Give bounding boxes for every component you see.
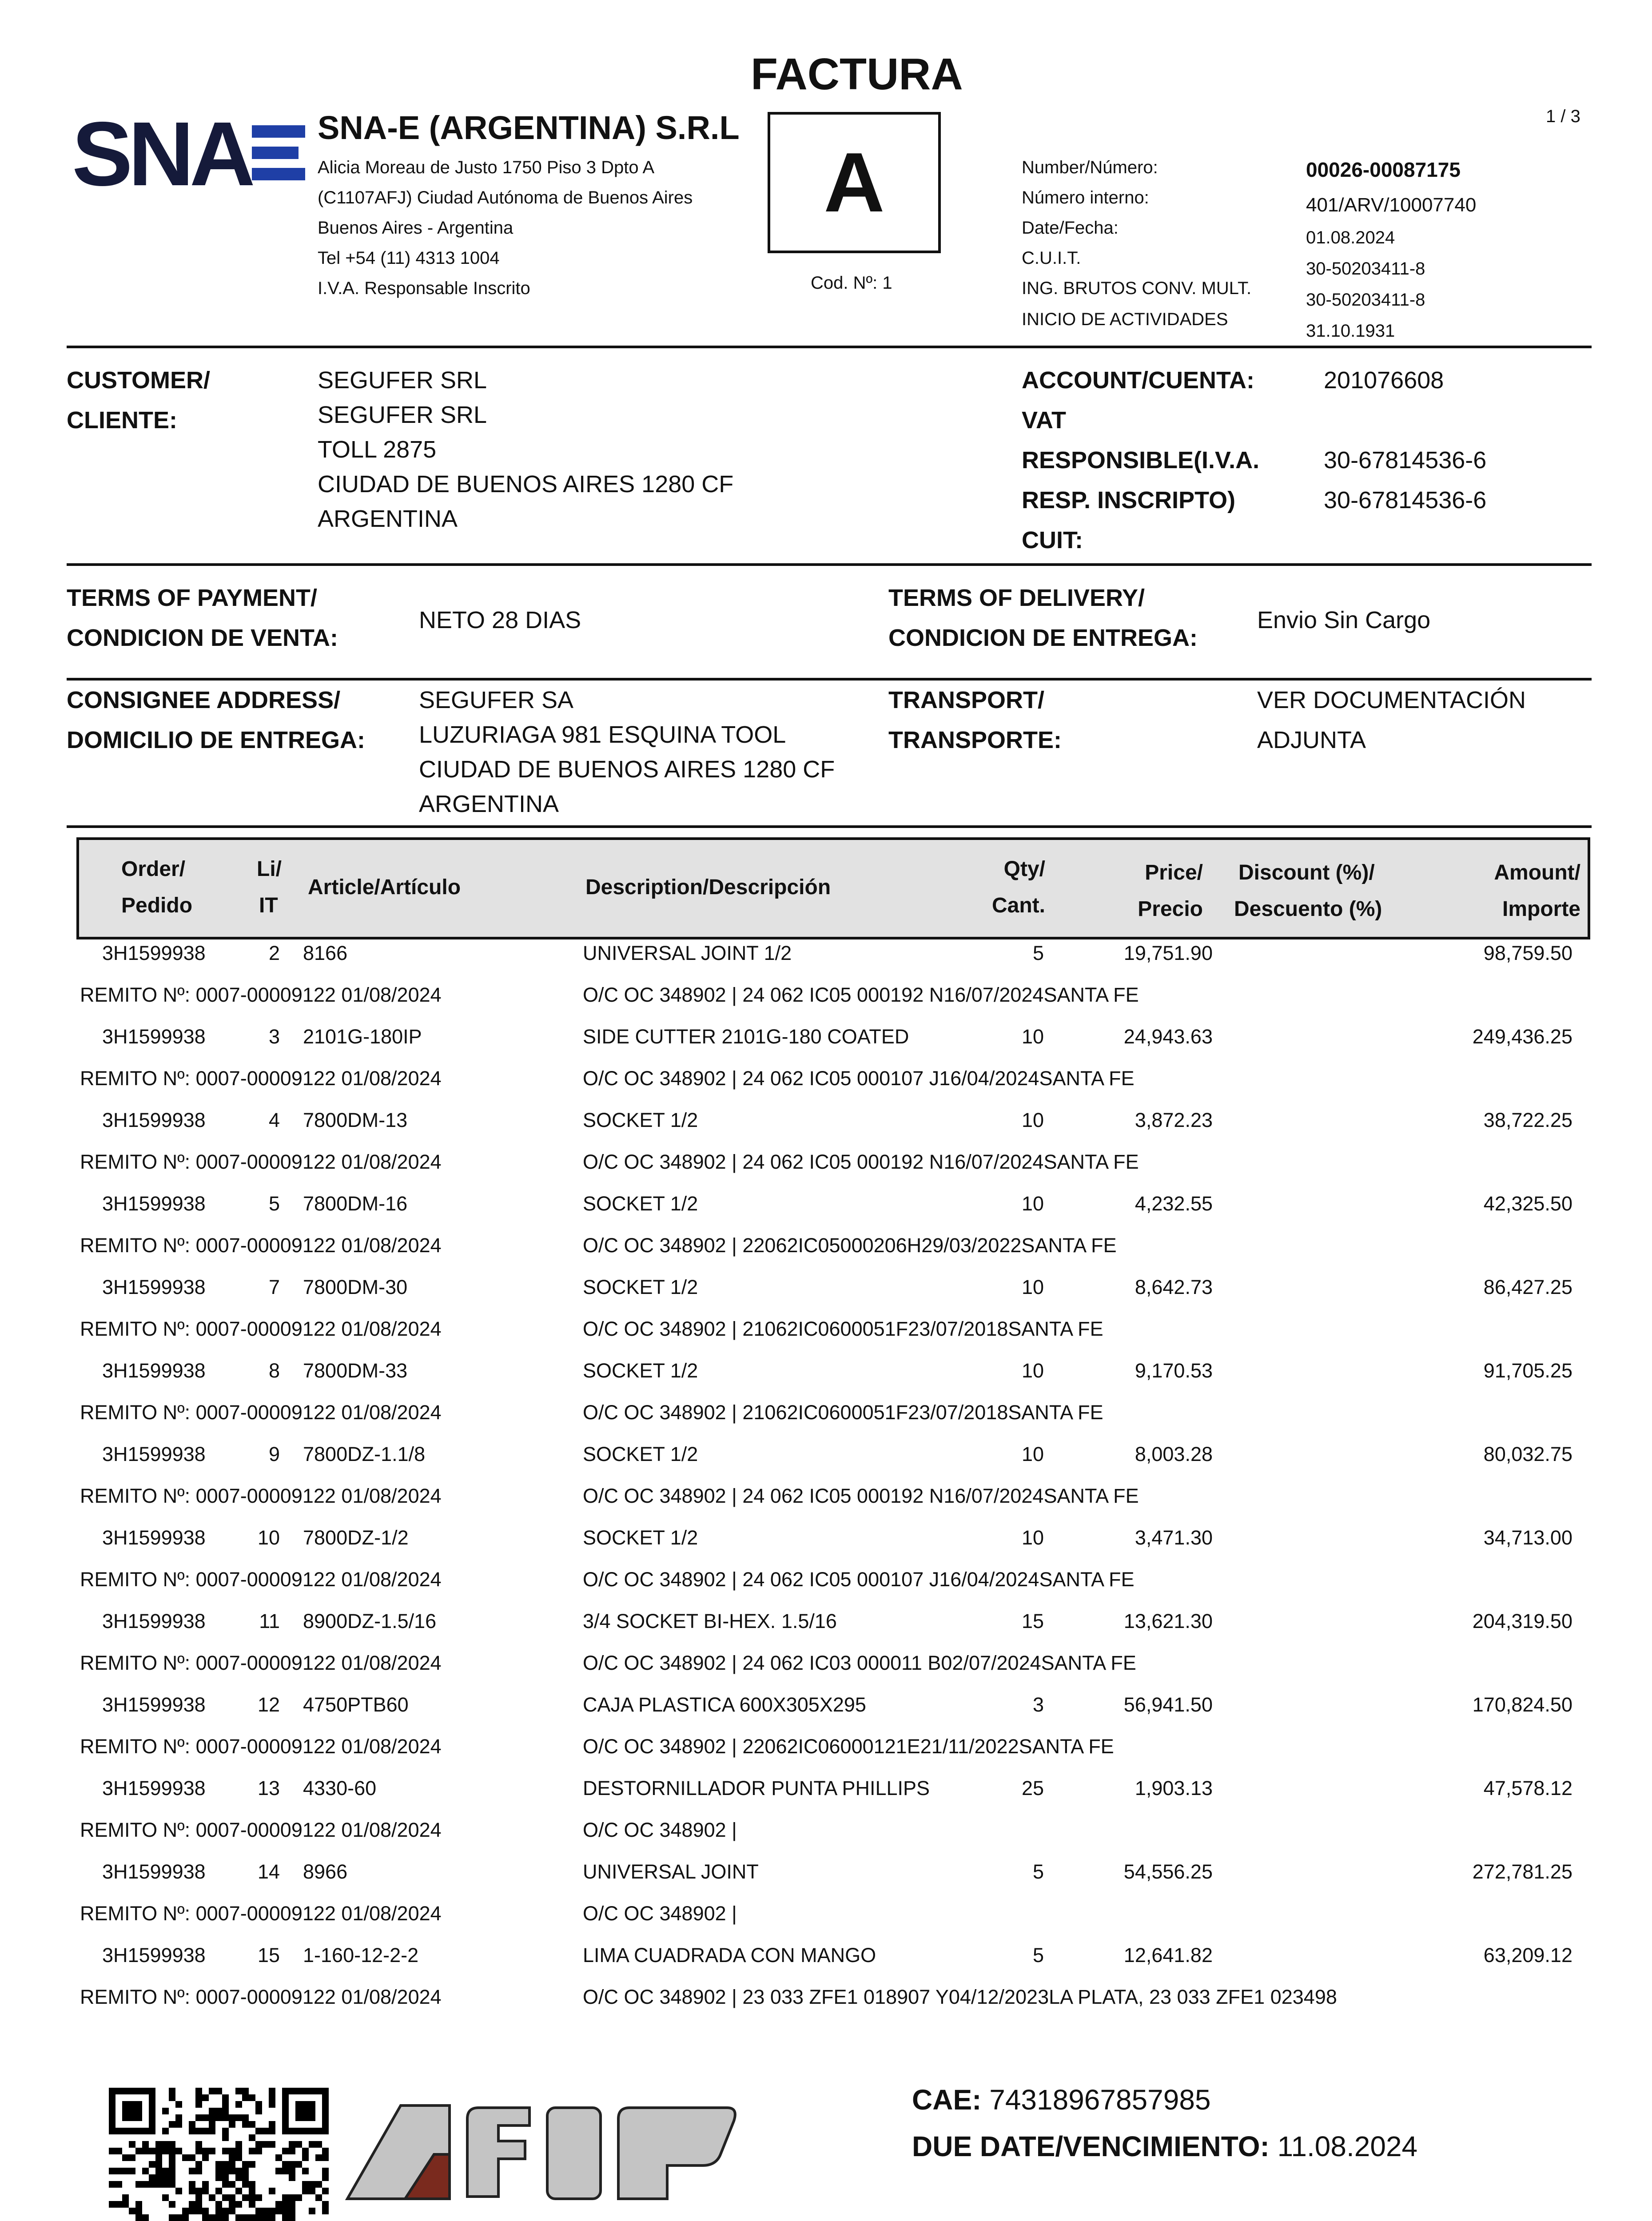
account-label: ACCOUNT/CUENTA: [1022, 367, 1254, 394]
cell-line: 14 [257, 1860, 280, 1883]
col-header-order: Order/ Pedido [121, 857, 193, 917]
cell-article: 8900DZ-1.5/16 [303, 1610, 437, 1632]
meta-label: Date/Fecha: [1022, 218, 1119, 238]
cell-qty: 5 [1032, 942, 1044, 964]
invoice-date: 01.08.2024 [1306, 228, 1395, 247]
cell-line: 4 [268, 1109, 280, 1131]
cell-price: 3,471.30 [1135, 1526, 1213, 1549]
customer-cuit-value: 30-67814536-6 [1324, 487, 1487, 513]
table-row [0, 1025, 1652, 1067]
cell-line: 7 [268, 1276, 280, 1298]
invoice-code: Cod. Nº: 1 [811, 273, 892, 293]
cell-purchase-order: O/C OC 348902 | 21062IC0600051F23/07/2018SANTA FE [583, 1317, 1103, 1340]
cell-order: 3H1599938 [102, 1777, 206, 1799]
cell-order: 3H1599938 [102, 1610, 206, 1632]
cell-remito: REMITO Nº: 0007-00009122 01/08/2024 [80, 1067, 442, 1090]
cell-description: SOCKET 1/2 [583, 1109, 698, 1131]
customer-label: CLIENTE: [67, 407, 177, 434]
cell-price: 19,751.90 [1123, 942, 1213, 964]
cell-price: 56,941.50 [1123, 1693, 1213, 1716]
cell-description: UNIVERSAL JOINT [583, 1860, 759, 1883]
cell-purchase-order: O/C OC 348902 | 23 033 ZFE1 018907 Y04/12/2023LA PLATA, 23 033 ZFE1 023498 [583, 1986, 1337, 2008]
cell-purchase-order: O/C OC 348902 | [583, 1902, 737, 1925]
cell-price: 4,232.55 [1135, 1192, 1213, 1215]
cell-description: CAJA PLASTICA 600X305X295 [583, 1693, 866, 1716]
cell-article: 7800DM-16 [303, 1192, 408, 1215]
invoice-type-box [768, 112, 941, 253]
cell-description: DESTORNILLADOR PUNTA PHILLIPS [583, 1777, 930, 1799]
table-row-detail [0, 1735, 1652, 1777]
divider [67, 678, 1592, 681]
table-row-detail [0, 1819, 1652, 1860]
cell-description: SOCKET 1/2 [583, 1276, 698, 1298]
cell-amount: 204,319.50 [1472, 1610, 1572, 1632]
cell-purchase-order: O/C OC 348902 | 24 062 IC03 000011 B02/07/2024SANTA FE [583, 1652, 1136, 1674]
cell-price: 54,556.25 [1123, 1860, 1213, 1883]
company-name: SNA-E (ARGENTINA) S.R.L [318, 109, 740, 146]
cell-line: 9 [268, 1443, 280, 1465]
cell-amount: 98,759.50 [1483, 942, 1572, 964]
cell-amount: 272,781.25 [1472, 1860, 1572, 1883]
table-row [0, 1860, 1652, 1902]
cell-description: LIMA CUADRADA CON MANGO [583, 1944, 876, 1966]
customer-line: CIUDAD DE BUENOS AIRES 1280 CF [318, 471, 734, 498]
table-row-detail [0, 1067, 1652, 1109]
cell-order: 3H1599938 [102, 1860, 206, 1883]
cell-description: SOCKET 1/2 [583, 1526, 698, 1549]
table-row-detail [0, 1317, 1652, 1359]
customer-line: ARGENTINA [318, 505, 458, 532]
table-row-detail [0, 1652, 1652, 1693]
cell-order: 3H1599938 [102, 1944, 206, 1966]
sna-logo-graphic [72, 112, 307, 194]
table-row [0, 1359, 1652, 1401]
cell-amount: 42,325.50 [1483, 1192, 1572, 1215]
company-iva: I.V.A. Responsable Inscrito [318, 279, 530, 298]
meta-label: INICIO DE ACTIVIDADES [1022, 310, 1228, 329]
table-row-detail [0, 1401, 1652, 1443]
table-row [0, 1192, 1652, 1234]
cell-remito: REMITO Nº: 0007-00009122 01/08/2024 [80, 1234, 442, 1257]
cell-qty: 10 [1021, 1359, 1044, 1382]
cell-order: 3H1599938 [102, 1025, 206, 1048]
cell-qty: 5 [1032, 1944, 1044, 1966]
inicio-actividades-value: 31.10.1931 [1306, 321, 1395, 341]
cell-qty: 3 [1032, 1693, 1044, 1716]
cell-article: 8166 [303, 942, 348, 964]
payment-terms-label: TERMS OF PAYMENT/ [67, 585, 318, 611]
cell-remito: REMITO Nº: 0007-00009122 01/08/2024 [80, 1986, 442, 2008]
table-row [0, 1276, 1652, 1317]
transport-label: TRANSPORT/ [888, 687, 1044, 713]
col-header-amount: Amount/ Importe [1494, 861, 1580, 921]
cell-purchase-order: O/C OC 348902 | 24 062 IC05 000107 J16/04/2024SANTA FE [583, 1568, 1135, 1591]
cell-price: 8,642.73 [1135, 1276, 1213, 1298]
invoice-letter: A [824, 135, 885, 230]
cell-qty: 10 [1021, 1025, 1044, 1048]
cell-article: 7800DM-30 [303, 1276, 408, 1298]
page-number: 1 / 3 [1546, 107, 1580, 126]
qr-code-graphic [109, 2088, 329, 2221]
delivery-terms-label: TERMS OF DELIVERY/ [888, 585, 1145, 611]
cell-order: 3H1599938 [102, 1443, 206, 1465]
sna-logo [72, 112, 307, 194]
table-row [0, 1944, 1652, 1986]
cell-qty: 10 [1021, 1443, 1044, 1465]
customer-line: TOLL 2875 [318, 436, 437, 463]
col-header-discount: Discount (%)/ Descuento (%) [1234, 861, 1382, 921]
company-address-line: Buenos Aires - Argentina [318, 218, 514, 238]
col-header-article: Article/Artículo [308, 876, 461, 899]
transport-value: VER DOCUMENTACIÓN [1257, 687, 1526, 713]
cell-amount: 38,722.25 [1483, 1109, 1572, 1131]
transport-value: ADJUNTA [1257, 727, 1366, 753]
cell-order: 3H1599938 [102, 1192, 206, 1215]
cell-remito: REMITO Nº: 0007-00009122 01/08/2024 [80, 1735, 442, 1758]
col-header-price: Price/ Precio [1138, 861, 1203, 921]
cae [912, 2083, 1211, 2116]
cell-price: 24,943.63 [1123, 1025, 1213, 1048]
cell-line: 5 [268, 1192, 280, 1215]
due-date-label: DUE DATE/VENCIMIENTO: [912, 2130, 1270, 2162]
cell-qty: 10 [1021, 1526, 1044, 1549]
cell-article: 4330-60 [303, 1777, 377, 1799]
cell-description: UNIVERSAL JOINT 1/2 [583, 942, 792, 964]
cell-remito: REMITO Nº: 0007-00009122 01/08/2024 [80, 1568, 442, 1591]
cell-amount: 170,824.50 [1472, 1693, 1572, 1716]
cell-remito: REMITO Nº: 0007-00009122 01/08/2024 [80, 983, 442, 1006]
table-row-detail [0, 1902, 1652, 1944]
meta-label: ING. BRUTOS CONV. MULT. [1022, 279, 1252, 298]
invoice-title: FACTURA [751, 49, 963, 99]
due-date [912, 2130, 1417, 2163]
cell-price: 13,621.30 [1123, 1610, 1213, 1632]
table-row [0, 1526, 1652, 1568]
cell-description: SOCKET 1/2 [583, 1359, 698, 1382]
cell-order: 3H1599938 [102, 1359, 206, 1382]
table-row [0, 942, 1652, 983]
cell-line: 13 [257, 1777, 280, 1799]
col-header-description: Description/Descripción [585, 876, 831, 899]
company-address-line: Alicia Moreau de Justo 1750 Piso 3 Dpto A [318, 158, 655, 177]
cell-line: 2 [268, 942, 280, 964]
meta-label: Number/Número: [1022, 158, 1158, 177]
cell-article: 7800DZ-1/2 [303, 1526, 409, 1549]
sna-logo-text: SNA [72, 112, 251, 194]
invoice-number: 00026-00087175 [1306, 158, 1461, 181]
consignee-line: ARGENTINA [419, 791, 559, 817]
table-row-detail [0, 1568, 1652, 1610]
divider [67, 825, 1592, 828]
cell-remito: REMITO Nº: 0007-00009122 01/08/2024 [80, 1150, 442, 1173]
cell-order: 3H1599938 [102, 1526, 206, 1549]
cell-description: SOCKET 1/2 [583, 1192, 698, 1215]
divider [67, 563, 1592, 566]
customer-line: SEGUFER SRL [318, 402, 487, 428]
afip-logo-graphic [338, 2088, 747, 2212]
cell-qty: 10 [1021, 1192, 1044, 1215]
cell-qty: 5 [1032, 1860, 1044, 1883]
cell-purchase-order: O/C OC 348902 | 21062IC0600051F23/07/2018SANTA FE [583, 1401, 1103, 1424]
afip-logo [338, 2088, 747, 2212]
table-row-detail [0, 983, 1652, 1025]
cell-article: 8966 [303, 1860, 348, 1883]
customer-label: CUSTOMER/ [67, 367, 211, 394]
cell-amount: 86,427.25 [1483, 1276, 1572, 1298]
cell-description: 3/4 SOCKET BI-HEX. 1.5/16 [583, 1610, 837, 1632]
cell-remito: REMITO Nº: 0007-00009122 01/08/2024 [80, 1819, 442, 1841]
cell-price: 9,170.53 [1135, 1359, 1213, 1382]
vat-responsible-label: RESPONSIBLE(I.V.A. [1022, 447, 1260, 474]
customer-line: SEGUFER SRL [318, 367, 487, 394]
cell-line: 8 [268, 1359, 280, 1382]
cell-article: 1-160-12-2-2 [303, 1944, 419, 1966]
qr-code [109, 2088, 329, 2221]
table-row [0, 1443, 1652, 1485]
cell-purchase-order: O/C OC 348902 | 24 062 IC05 000192 N16/07/2024SANTA FE [583, 983, 1139, 1006]
cell-remito: REMITO Nº: 0007-00009122 01/08/2024 [80, 1902, 442, 1925]
cell-purchase-order: O/C OC 348902 | 22062IC05000206H29/03/2022SANTA FE [583, 1234, 1117, 1257]
col-header-qty: Qty/ Cant. [992, 857, 1045, 917]
cell-amount: 249,436.25 [1472, 1025, 1572, 1048]
consignee-label: DOMICILIO DE ENTREGA: [67, 727, 365, 753]
cell-article: 7800DZ-1.1/8 [303, 1443, 426, 1465]
consignee-line: CIUDAD DE BUENOS AIRES 1280 CF [419, 756, 835, 783]
cell-order: 3H1599938 [102, 1693, 206, 1716]
payment-terms-value: NETO 28 DIAS [419, 607, 581, 633]
table-row-detail [0, 1485, 1652, 1526]
cuit-label: CUIT: [1022, 527, 1083, 553]
cell-line: 15 [257, 1944, 280, 1966]
cell-purchase-order: O/C OC 348902 | [583, 1819, 737, 1841]
cell-description: SIDE CUTTER 2101G-180 COATED [583, 1025, 909, 1048]
cell-purchase-order: O/C OC 348902 | 24 062 IC05 000107 J16/04/2024SANTA FE [583, 1067, 1135, 1090]
payment-terms-label: CONDICION DE VENTA: [67, 625, 338, 651]
meta-label: C.U.I.T. [1022, 248, 1081, 268]
col-header-line: Li/ IT [257, 857, 282, 917]
cell-remito: REMITO Nº: 0007-00009122 01/08/2024 [80, 1485, 442, 1507]
cell-qty: 25 [1021, 1777, 1044, 1799]
cell-qty: 10 [1021, 1276, 1044, 1298]
cae-label: CAE: [912, 2084, 982, 2116]
cell-order: 3H1599938 [102, 1276, 206, 1298]
cell-amount: 34,713.00 [1483, 1526, 1572, 1549]
table-row [0, 1693, 1652, 1735]
cell-remito: REMITO Nº: 0007-00009122 01/08/2024 [80, 1401, 442, 1424]
cell-purchase-order: O/C OC 348902 | 22062IC06000121E21/11/2022SANTA FE [583, 1735, 1114, 1758]
cell-article: 7800DM-13 [303, 1109, 408, 1131]
internal-number: 401/ARV/10007740 [1306, 194, 1477, 216]
meta-label: Número interno: [1022, 188, 1149, 207]
transport-label: TRANSPORTE: [888, 727, 1062, 753]
cell-amount: 47,578.12 [1483, 1777, 1572, 1799]
cell-order: 3H1599938 [102, 942, 206, 964]
cell-article: 2101G-180IP [303, 1025, 422, 1048]
cell-line: 10 [257, 1526, 280, 1549]
cuit-value: 30-50203411-8 [1306, 259, 1425, 279]
consignee-line: LUZURIAGA 981 ESQUINA TOOL [419, 721, 786, 748]
table-row [0, 1777, 1652, 1819]
cell-price: 8,003.28 [1135, 1443, 1213, 1465]
cell-line: 12 [257, 1693, 280, 1716]
cae-value: 74318967857985 [989, 2084, 1211, 2116]
cell-amount: 91,705.25 [1483, 1359, 1572, 1382]
cell-price: 12,641.82 [1123, 1944, 1213, 1966]
cell-article: 4750PTB60 [303, 1693, 409, 1716]
vat-label: VAT [1022, 407, 1066, 434]
cell-description: SOCKET 1/2 [583, 1443, 698, 1465]
cell-amount: 80,032.75 [1483, 1443, 1572, 1465]
cell-line: 11 [259, 1610, 280, 1632]
table-row-detail [0, 1986, 1652, 2027]
consignee-label: CONSIGNEE ADDRESS/ [67, 687, 341, 713]
table-row-detail [0, 1150, 1652, 1192]
delivery-terms-label: CONDICION DE ENTREGA: [888, 625, 1198, 651]
account-value: 201076608 [1324, 367, 1444, 394]
cell-purchase-order: O/C OC 348902 | 24 062 IC05 000192 N16/07/2024SANTA FE [583, 1150, 1139, 1173]
cell-price: 1,903.13 [1135, 1777, 1213, 1799]
cell-article: 7800DM-33 [303, 1359, 408, 1382]
cell-qty: 15 [1021, 1610, 1044, 1632]
cell-remito: REMITO Nº: 0007-00009122 01/08/2024 [80, 1317, 442, 1340]
resp-inscripto-label: RESP. INSCRIPTO) [1022, 487, 1236, 513]
table-row [0, 1109, 1652, 1150]
company-phone: Tel +54 (11) 4313 1004 [318, 248, 500, 268]
table-header [76, 837, 1590, 939]
divider [67, 346, 1592, 348]
consignee-line: SEGUFER SA [419, 687, 574, 713]
table-row-detail [0, 1234, 1652, 1276]
cell-purchase-order: O/C OC 348902 | 24 062 IC05 000192 N16/07/2024SANTA FE [583, 1485, 1139, 1507]
cell-remito: REMITO Nº: 0007-00009122 01/08/2024 [80, 1652, 442, 1674]
cell-qty: 10 [1021, 1109, 1044, 1131]
delivery-terms-value: Envio Sin Cargo [1257, 607, 1431, 633]
due-date-value: 11.08.2024 [1277, 2130, 1418, 2162]
table-row [0, 1610, 1652, 1652]
vat-responsible-value: 30-67814536-6 [1324, 447, 1487, 474]
ingresos-brutos-value: 30-50203411-8 [1306, 290, 1425, 310]
cell-order: 3H1599938 [102, 1109, 206, 1131]
cell-amount: 63,209.12 [1483, 1944, 1572, 1966]
company-address-line: (C1107AFJ) Ciudad Autónoma de Buenos Aires [318, 188, 693, 207]
cell-price: 3,872.23 [1135, 1109, 1213, 1131]
cell-line: 3 [268, 1025, 280, 1048]
